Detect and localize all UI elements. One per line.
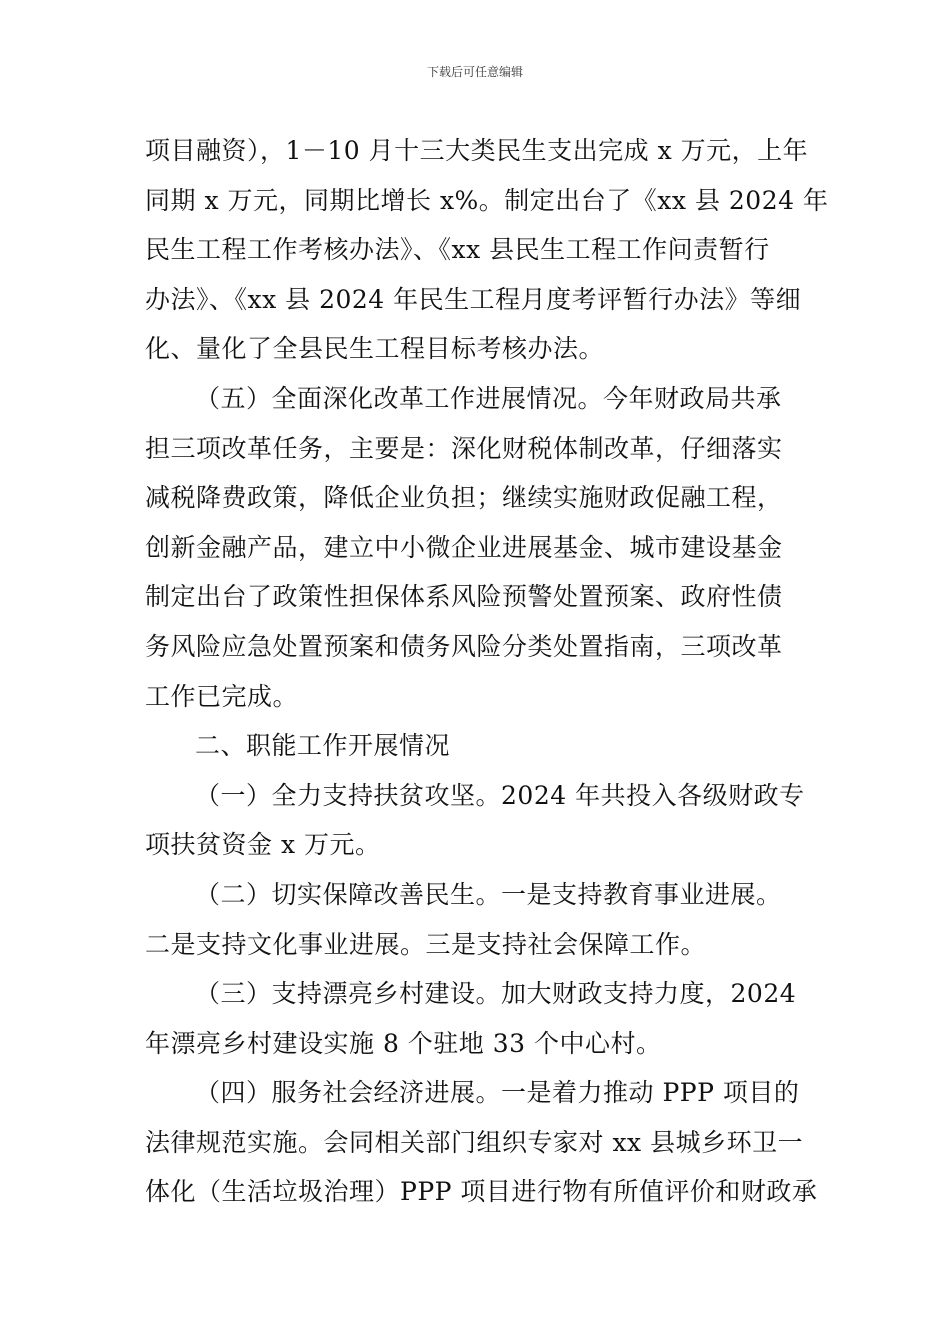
text-line: （五）全面深化改革工作进展情况。今年财政局共承 — [195, 383, 782, 413]
text-line: 减税降费政策，降低企业负担；继续实施财政促融工程， — [145, 483, 783, 513]
text-line: （四）服务社会经济进展。一是着力推动 PPP 项目的 — [195, 1078, 800, 1108]
text-line: 法律规范实施。会同相关部门组织专家对 xx 县城乡环卫一 — [145, 1127, 804, 1157]
text-line: 体化（生活垃圾治理）PPP 项目进行物有所值评价和财政承 — [145, 1177, 818, 1207]
text-line: 工作已完成。 — [145, 681, 299, 711]
document-body — [145, 126, 829, 1217]
text-line: （一）全力支持扶贫攻坚。2024 年共投入各级财政专 — [195, 780, 805, 810]
text-line: 化、量化了全县民生工程目标考核办法。 — [145, 334, 605, 364]
text-line: 创新金融产品，建立中小微企业进展基金、城市建设基金 — [145, 532, 783, 562]
text-line: （三）支持漂亮乡村建设。加大财政支持力度，2024 — [195, 979, 797, 1009]
text-line: 务风险应急处置预案和债务风险分类处置指南，三项改革 — [145, 631, 783, 661]
text-line: 项扶贫资金 x 万元。 — [145, 830, 381, 860]
page-header: 下载后可任意编辑 — [426, 65, 523, 79]
text-line: 同期 x 万元，同期比增长 x%。制定出台了《xx 县 2024 年 — [145, 185, 829, 215]
text-line: 担三项改革任务，主要是：深化财税体制改革，仔细落实 — [145, 433, 783, 463]
text-line: 办法》、《xx 县 2024 年民生工程月度考评暂行办法》等细 — [145, 284, 802, 314]
text-line: 制定出台了政策性担保体系风险预警处置预案、政府性债 — [145, 582, 783, 612]
text-line: 年漂亮乡村建设实施 8 个驻地 33 个中心村。 — [145, 1028, 662, 1058]
text-line: 二是支持文化事业进展。三是支持社会保障工作。 — [145, 929, 707, 959]
text-line: 民生工程工作考核办法》、《xx 县民生工程工作问责暂行 — [145, 235, 770, 265]
text-line: （二）切实保障改善民生。一是支持教育事业进展。 — [195, 879, 782, 909]
text-line: 项目融资），1－10 月十三大类民生支出完成 x 万元，上年 — [145, 136, 809, 165]
section-heading: 二、职能工作开展情况 — [195, 731, 451, 761]
